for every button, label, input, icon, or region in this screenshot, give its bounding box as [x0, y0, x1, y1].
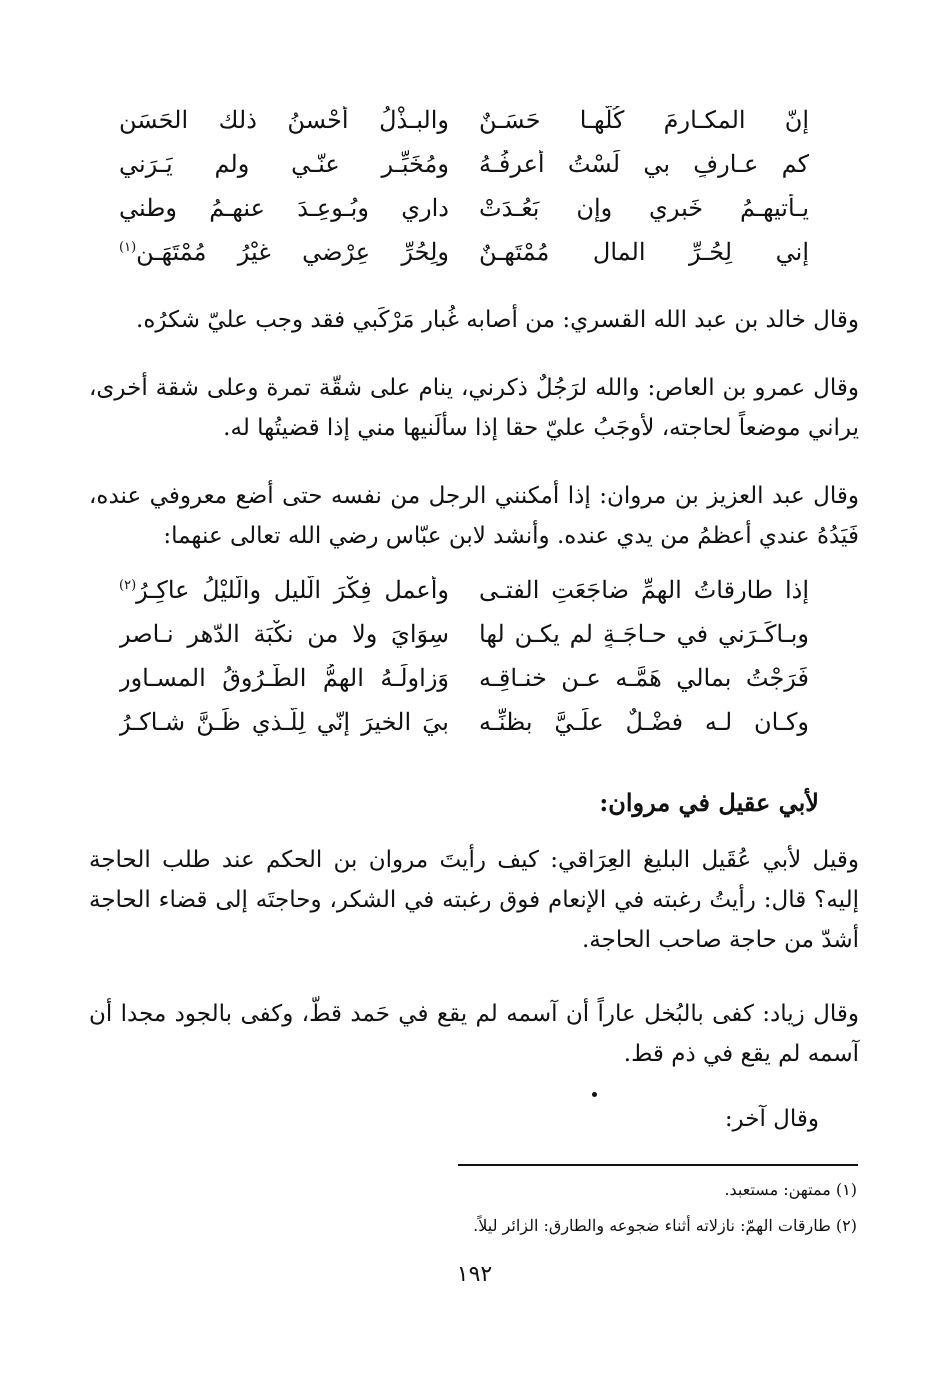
verse-first-hemistich: فَرَجْتُ بمالي هَمَّـه عـن خنـاقِـه	[479, 664, 809, 692]
stray-dot	[592, 1092, 597, 1097]
poem-block-1	[119, 98, 809, 274]
paragraph-text: وقال خالد بن عبد الله القسري: من أصابه غُبار مَرْكَبي فقد وجب عليّ شكرُه.	[136, 307, 859, 333]
verse-second-hemistich: ولِحُرِّ عِرْضي غيْرُ مُمْتَهَـن	[136, 238, 449, 266]
footnote-item: (٢) طارقات الهمّ: نازلاته أثناء ضجوعه والطارق: الزائر ليلاً.	[473, 1216, 857, 1235]
verse-line	[119, 142, 809, 186]
verse-second-hemistich: داري وبُـوعِـدَ عنهـمُ وطني	[119, 194, 449, 222]
verse-second-hemistich: سِوَايَ ولا من نكْبَة الدّهر نـاصر	[119, 620, 449, 648]
verse-second-hemistich: وأعمل فِكْرَ الّليل والّليْلُ عاكِـرُ	[136, 576, 449, 604]
footnotes	[473, 1172, 857, 1244]
verse-second-hemistich-with-note	[119, 576, 449, 604]
footnote-mark: (١)	[119, 240, 137, 255]
verse-line	[119, 98, 809, 142]
paragraph-amr	[89, 368, 859, 448]
verse-first-hemistich: كم عـارفٍ بي لَسْتُ أعرِفُـهُ	[479, 150, 809, 178]
verse-first-hemistich: يـأتيهـمُ خَبري وإن بَعُـدَتْ	[479, 194, 809, 222]
paragraph-khalid	[89, 300, 859, 340]
verse-line	[119, 700, 809, 744]
section-heading: لأبي عقيل في مروان:	[599, 788, 819, 817]
verse-intro: وقال آخر:	[724, 1106, 819, 1132]
paragraph-text: وقال عمرو بن العاص: والله لرَجُلٌ ذكرني، ينام على شقّة تمرة وعلى شقة أخرى، يراني موضعاً لحاجته، لأوجَبُ عليّ حقا إذا سألَنيها مني إذا قضيتُها له.	[89, 375, 859, 441]
verse-second-hemistich: وَزاولَـهُ الهمُّ الطّـرُوقُ المسـاور	[119, 664, 449, 692]
paragraph-abdulaziz	[89, 476, 859, 556]
verse-line	[119, 568, 809, 612]
page-number: ١٩٢	[456, 1262, 493, 1287]
footnote-divider	[458, 1164, 858, 1166]
poem-block-2	[119, 568, 809, 744]
verse-line	[119, 186, 809, 230]
verse-first-hemistich: إنّ المكـارمَ كُلّهـا حَسَـنٌ	[479, 106, 809, 134]
verse-first-hemistich: إني لِحُـرِّ المالِ مُمْتَهِـنٌ	[479, 238, 809, 266]
paragraph-abu-aqil	[89, 840, 859, 960]
verse-second-hemistich: ومُخَبِّـرٍ عنّـي ولم يَـرَني	[119, 150, 449, 178]
paragraph-ziyad	[89, 994, 859, 1074]
paragraph-text: وقال عبد العزيز بن مروان: إذا أمكنني الرجل من نفسه حتى أضع معروفي عنده، فَيَدُهُ عندي أعظمُ من يدي عنده. وأنشد لابن عبّاس رضي الله تعالى عنهما:	[89, 483, 859, 549]
verse-line	[119, 656, 809, 700]
verse-first-hemistich: وبـاكَـرَني في حـاجَـةٍ لم يكـن لها	[479, 620, 809, 648]
verse-second-hemistich: والبـذْلُ أحْسنُ ذلك الحَسَن	[119, 106, 449, 134]
verse-line	[119, 230, 809, 274]
verse-first-hemistich: إذا طارقاتُ الهمِّ ضاجَعَتِ الفتـى	[479, 576, 809, 604]
footnote-item: (١) ممتهن: مستعبد.	[724, 1180, 857, 1199]
verse-second-hemistich-with-note	[119, 238, 449, 266]
paragraph-text: وقال زياد: كفى بالبُخل عاراً أن آسمه لم يقع في حَمد قطّ، وكفى بالجود مجدا أن آسمه لم يقع في ذم قط.	[89, 1001, 859, 1067]
verse-line	[119, 612, 809, 656]
footnote-mark: (٢)	[119, 578, 137, 593]
verse-second-hemistich: بيَ الخيرَ إنّي لِلّـذي ظَـنَّ شـاكـرُ	[119, 708, 449, 736]
paragraph-text: وقيل لأبي عُقَيل البليغ العِرَاقي: كيف رأيتَ مروان بن الحكم عند طلب الحاجة إليه؟ قال: رأيتُ رغبته في الإنعام فوق رغبته في الشكر، وحاجتَه إلى قضاء الحاجة أشدّ من حاجة صاحب الحاجة.	[89, 847, 859, 953]
verse-first-hemistich: وكـان لـه فضْـلٌ علَـيَّ بظنِّـه	[479, 708, 809, 736]
